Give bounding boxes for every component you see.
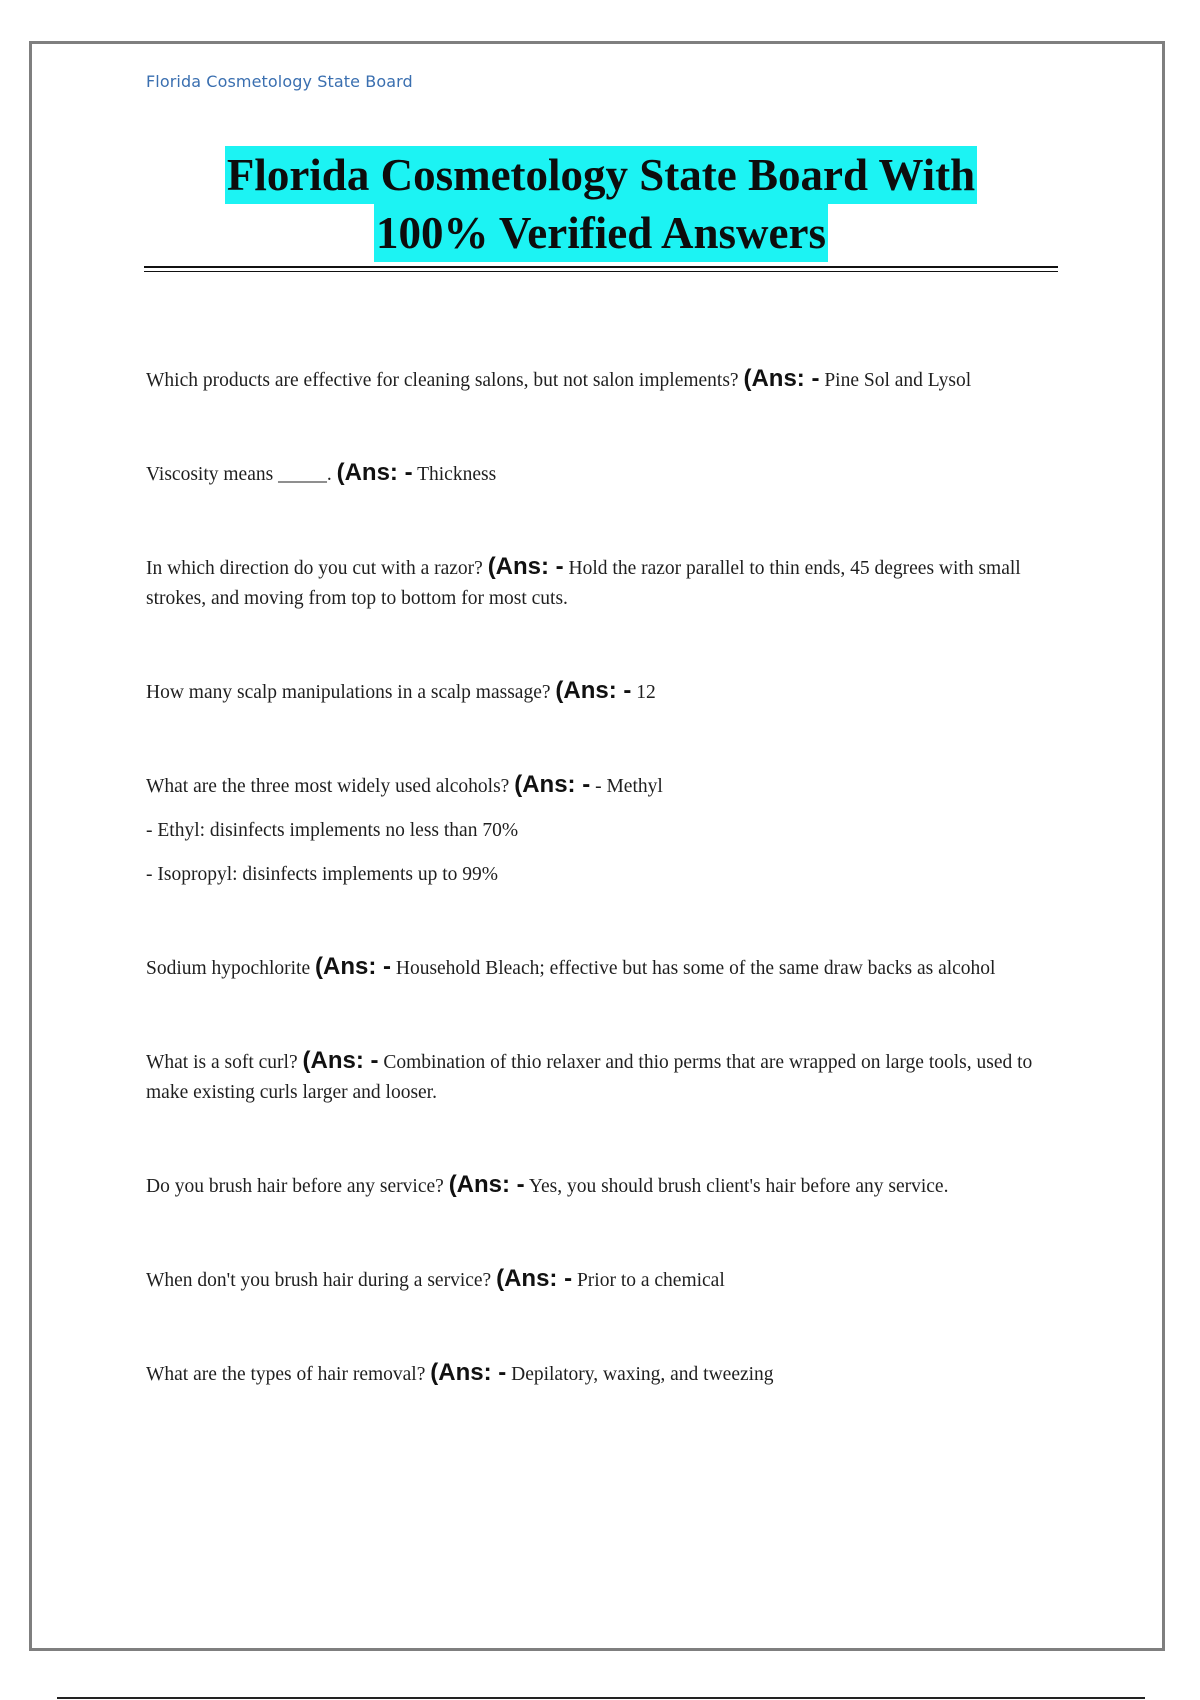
qa-item (146, 552, 1046, 614)
bottom-rule (57, 1697, 1145, 1699)
document-title (144, 146, 1058, 262)
ans-label: (Ans: - (743, 365, 820, 392)
qa-item (146, 1170, 1046, 1202)
qa-item (146, 1264, 1046, 1296)
ans-label: (Ans: - (336, 459, 413, 486)
title-line-2: 100% Verified Answers (374, 204, 828, 262)
question-text: How many scalp manipulations in a scalp massage? (146, 682, 551, 703)
answer-text: Prior to a chemical (576, 1270, 725, 1291)
answer-text: Thickness (417, 464, 497, 485)
question-text: Which products are effective for cleaning salons, but not salon implements? (146, 370, 739, 391)
answer-extra-line: - Ethyl: disinfects implements no less than 70% (146, 820, 519, 841)
question-text: What are the types of hair removal? (146, 1364, 426, 1385)
answer-text: Hold the razor parallel to thin ends, 45 degrees with small strokes, and moving from top to bottom for most cuts. (146, 558, 1021, 609)
ans-label: (Ans: - (496, 1265, 573, 1292)
answer-text: Pine Sol and Lysol (824, 370, 972, 391)
answer-text: 12 (636, 682, 656, 703)
ans-label: (Ans: - (514, 771, 591, 798)
question-text: What are the three most widely used alcohols? (146, 776, 510, 797)
question-text: When don't you brush hair during a service? (146, 1270, 492, 1291)
ans-label: (Ans: - (448, 1171, 525, 1198)
qa-item (146, 1046, 1046, 1108)
running-header: Florida Cosmetology State Board (146, 72, 413, 91)
answer-text: Depilatory, waxing, and tweezing (511, 1364, 774, 1385)
qa-item (146, 1358, 1046, 1390)
question-text: Do you brush hair before any service? (146, 1176, 444, 1197)
qa-item (146, 952, 1046, 984)
ans-label: (Ans: - (555, 677, 632, 704)
qa-item (146, 458, 1046, 490)
answer-text: Combination of thio relaxer and thio perms that are wrapped on large tools, used to make existing curls larger and looser. (146, 1052, 1033, 1103)
qa-item (146, 676, 1046, 708)
ans-label: (Ans: - (302, 1047, 379, 1074)
qa-item (146, 770, 1046, 890)
title-double-rule (144, 266, 1058, 272)
ans-label: (Ans: - (487, 553, 564, 580)
title-line-1: Florida Cosmetology State Board With (225, 146, 977, 204)
answer-extra-line: - Isopropyl: disinfects implements up to 99% (146, 864, 499, 885)
question-text: Sodium hypochlorite (146, 958, 311, 979)
question-text: What is a soft curl? (146, 1052, 298, 1073)
answer-text: Household Bleach; effective but has some of the same draw backs as alcohol (395, 958, 996, 979)
answer-text: Yes, you should brush client's hair before any service. (528, 1176, 949, 1197)
answer-text: - Methyl (595, 776, 663, 797)
qa-item (146, 364, 1046, 396)
qa-list (146, 364, 1046, 1452)
question-text: In which direction do you cut with a razor? (146, 558, 483, 579)
question-text: Viscosity means _____. (146, 464, 332, 485)
ans-label: (Ans: - (430, 1359, 507, 1386)
ans-label: (Ans: - (315, 953, 391, 980)
